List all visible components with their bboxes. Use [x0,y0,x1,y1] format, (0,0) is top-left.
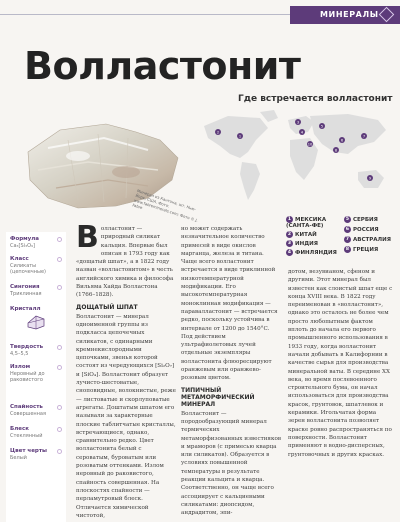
marker-label: 2 [216,130,220,135]
prop-syngony: Сингония Триклинная [6,282,66,299]
marker-label: 9 [368,176,372,181]
legend-name: ФИНЛЯНДИЯ [295,250,337,256]
marker-label: 4 [300,130,304,135]
marker-label: 10 [307,142,313,147]
prop-icon [57,365,62,370]
legend-name: СЕРБИЯ [353,217,378,223]
legend-name: ИНДИЯ [295,241,318,247]
prop-cleavage: Спайность Совершенная [6,402,66,419]
map-marker [307,141,313,147]
crystal-shape-icon [24,313,48,331]
prop-icon [57,237,62,242]
marker-label: 1 [238,134,242,139]
legend-name: РОССИЯ [353,227,379,233]
world-map [198,108,396,206]
intro-paragraph: олластонит — природный силикат кальция. Впервые был описан в 1793 году как «дощатый шпат», а в 1822 году назван «волластонитом» в честь английского химика и философа Вильяма Хайда Волластона (1766–1828). [76,226,174,299]
legend-num: 3 [287,241,292,246]
subheading-1: ДОЩАТЫЙ ШПАТ [76,303,138,311]
map-marker [295,119,301,125]
legend-item [286,216,342,229]
photo-credit: Минерал из Кантона, шт. Нью-Йорк, США. Фото: www.fabreminerals.com; Фото © J. Fabre [131,188,199,223]
legend-item [344,236,391,243]
page-title: Волластонит [24,44,301,88]
prop-crystal: Кристалл [6,304,66,338]
map-marker [237,133,243,139]
map-marker [319,123,325,129]
legend-num: 1 [287,217,292,222]
marker-label: 6 [340,138,344,143]
legend-num: 7 [345,237,350,242]
map-marker [361,133,367,139]
marker-label: 7 [362,134,366,139]
paragraph-4: дотом, везувианом, сфеном и другими. Этот минерал был известен как слоистый шпат еще с конца XVIII века. В 1822 году переименован в «волластонит», однако это осталось не более чем просто любопытным фактом вплоть до начала его первого промышленного использования в 1933 году, когда волластонит начали добывать в Калифорнии в качестве сырья для производства минеральной ваты. В середине XX века, во время послевоенного строительного бума, он начал использоваться для производства красок, грунтовок, шпатлевок и керамики. Игольчатая форма зерен волластонита позволяет краске ровно распространяться по поверхности. Волластонит применяют в водно-дисперсных, грунтовочных и других красках. [288,269,393,458]
prop-icon [57,405,62,410]
text-column-3 [288,268,394,522]
text-column-2 [181,225,281,522]
map-marker [339,137,345,143]
prop-luster: Блеск Стеклянный [6,424,66,441]
page-header [0,0,400,40]
legend-num: 2 [287,232,292,237]
legend-name: МЕКСИКА (САНТА-ФЕ) [286,217,327,229]
prop-icon [57,449,62,454]
prop-icon [57,427,62,432]
crystal-icon [379,7,395,23]
prop-icon [57,285,62,290]
map-marker [215,129,221,135]
marker-label: 5 [320,124,324,129]
prop-hardness: Твердость 4,5–5,5 [6,342,66,359]
text-column-1 [76,225,176,522]
marker-label: 8 [334,148,338,153]
legend-num: 6 [345,227,350,232]
paragraph-3: Волластонит — породообразующий минерал термических метаморфизованных известняков и мраморов (с примесью кварца или силикатов). Образуется в условиях повышенной температуры в результате реакции кальцита и кварца. Соответственно, он чаще всего ассоциирует с кальциевыми силикатами: диопсидом, андрадитом, эпи- [181,410,281,517]
legend-item [344,216,378,223]
properties-sidebar [6,232,66,522]
paragraph-1: Волластонит — минерал одноименной группы из подкласса цепочечных силикатов, с одинарными кремнекислородными цепочками, звенья которой состоят из чередующихся [Si₂O₇] и [SiO₄]. Волластонит образует лучисто-шестоватые, сноповидные, волокнистые, реже — листоватые и скорлуповатые агрегаты. Доштатым шпатом его называли за характерные плоские таблитчатые кристаллы, встречающиеся, однако, сравнительно редко. Цвет волластонита белый с сероватым, буроватым или розоватым оттенками. Излом неровный до раковистого, спайность совершенная. На плоскостях спайности — перламутровый блеск. Отличается химической чистотой, [76,313,176,519]
subheading-2: ТИПИЧНЫЙ МЕТАМОРФИЧЕСКИЙ МИНЕРАЛ [181,386,255,408]
legend-item [286,249,337,256]
legend-item [344,246,378,253]
prop-class: Класс Силикаты (цепочечные) [6,254,66,277]
legend-name: АВСТРАЛИЯ [353,237,391,243]
legend-num: 4 [287,250,292,255]
legend-item [344,226,379,233]
prop-formula: Формула Ca₃[Si₃O₉] [6,234,66,251]
prop-fracture: Излом Неровный до раковистого [6,362,66,385]
header-rule [0,14,290,15]
map-marker [299,129,305,135]
map-marker [333,147,339,153]
prop-icon [57,257,62,262]
paragraph-2: но может содержать незначительное количество примесей в виде окислов марганца, железа и титана. Чаще всего волластонит встречается в виде триклинной низкотемпературной модификации. Его высокотемпературная моноклинная модификация — паравалластонит — встречается редко, поскольку устойчива в интервале от 1200 до 1540°C. Под действием ультрафиолетовых лучей отдельные экземпляры волластонита флюоресцируют оранжевым или оранжево-розовым цветом. [181,226,278,382]
legend-item [286,231,317,238]
map-marker [367,175,373,181]
map-title: Где встречается волластонит [238,94,393,104]
prop-streak: Цвет черты Белый [6,446,66,463]
legend-num: 5 [345,217,350,222]
legend-num: 8 [345,247,350,252]
prop-icon [57,345,62,350]
section-label: МИНЕРАЛЫ [320,10,379,19]
legend-item [286,240,318,247]
legend-name: ГРЕЦИЯ [353,247,379,253]
legend-name: КИТАЙ [295,232,317,238]
marker-label: 3 [296,120,300,125]
section-tab [290,6,400,24]
drop-cap: В [76,225,99,255]
